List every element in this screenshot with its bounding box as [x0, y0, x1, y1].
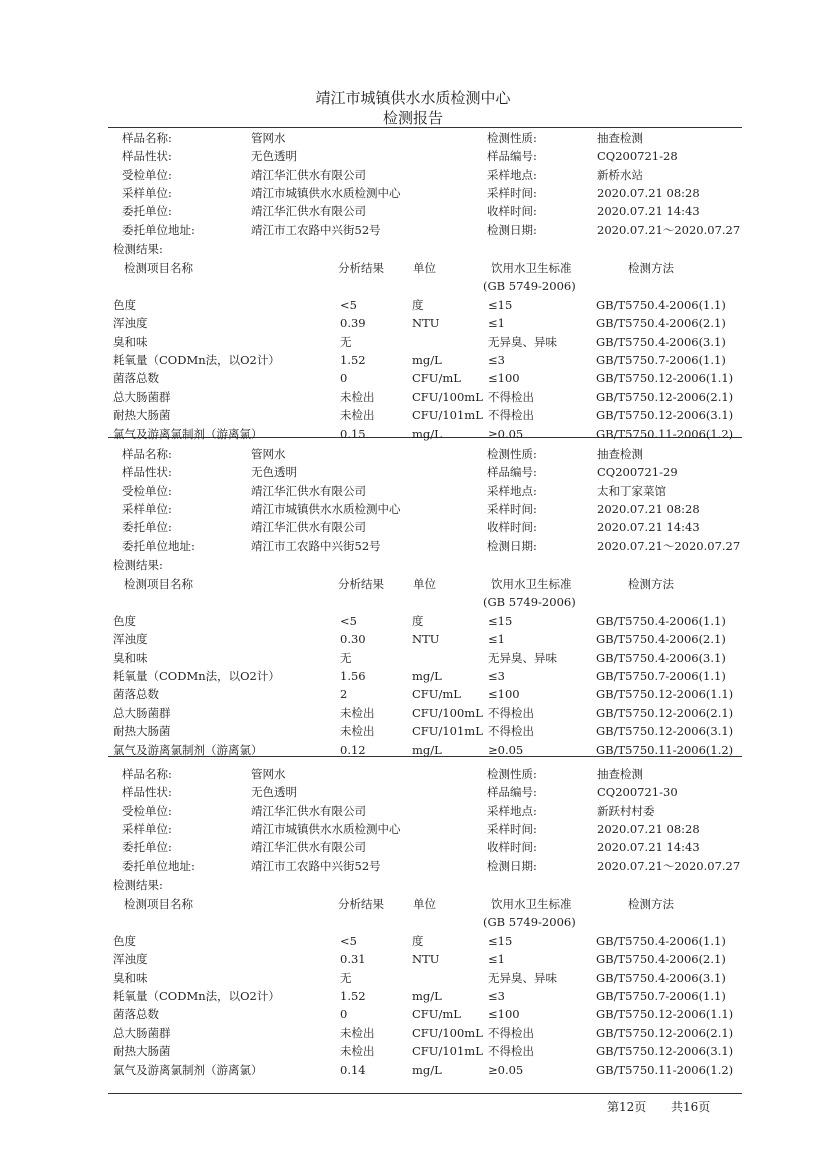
result-standard: ≤3 [488, 669, 505, 683]
result-unit: CFU/100mL [412, 705, 483, 720]
result-method: GB/T5750.7-2006(1.1) [596, 669, 726, 683]
table-row [0, 335, 826, 353]
value-sampling-site: 新跃村村委 [597, 803, 655, 818]
result-unit: CFU/100mL [412, 1025, 483, 1040]
col-header-result: 分析结果 [338, 576, 384, 591]
result-item: 总大肠菌群 [113, 705, 171, 720]
result-standard: 无异臭、异味 [488, 650, 557, 665]
result-method: GB/T5750.4-2006(2.1) [596, 632, 726, 647]
value-sampling-time: 2020.07.21 08:28 [597, 501, 700, 516]
table-row [0, 934, 826, 952]
result-method: GB/T5750.12-2006(2.1) [596, 1025, 734, 1040]
label-client-address: 委托单位地址: [122, 538, 195, 553]
value-sampling-time: 2020.07.21 08:28 [597, 821, 700, 836]
value-sample-name: 管网水 [251, 131, 286, 145]
result-standard: ≤1 [488, 316, 505, 331]
results-label: 检测结果: [113, 241, 163, 256]
result-standard: 不得检出 [488, 724, 534, 739]
value-client-address: 靖江市工农路中兴街52号 [251, 858, 381, 873]
value-inspected-unit: 靖江华汇供水有限公司 [251, 803, 366, 818]
result-method: GB/T5750.7-2006(1.1) [596, 353, 726, 367]
result-item: 菌落总数 [113, 1007, 159, 1022]
result-standard: 无异臭、异味 [488, 334, 557, 349]
result-unit: mg/L [412, 989, 442, 1003]
label-client-unit: 委托单位: [122, 204, 172, 219]
result-value: 未检出 [340, 724, 375, 739]
result-value: 无 [340, 334, 352, 349]
result-standard: ≥0.05 [488, 426, 524, 441]
result-method: GB/T5750.12-2006(1.1) [596, 1007, 734, 1022]
col-header-item: 检测项目名称 [124, 260, 193, 275]
col-header-standard-code: (GB 5749-2006) [483, 594, 576, 609]
result-standard: 不得检出 [488, 1025, 534, 1040]
result-standard: 不得检出 [488, 1044, 534, 1059]
result-item: 臭和味 [113, 650, 148, 665]
result-standard: ≤1 [488, 632, 505, 647]
label-test-nature: 检测性质: [487, 767, 537, 781]
result-value: 未检出 [340, 705, 375, 720]
result-value: 0.15 [340, 426, 366, 441]
result-method: GB/T5750.12-2006(1.1) [596, 687, 734, 702]
result-item: 氯气及游离氯制剂（游离氯） [113, 426, 263, 441]
label-test-date: 检测日期: [487, 222, 537, 237]
label-sample-name: 样品名称: [122, 767, 172, 781]
label-inspected-unit: 受检单位: [122, 803, 172, 818]
result-unit: NTU [412, 952, 440, 967]
result-standard: ≤1 [488, 952, 505, 967]
result-value: 无 [340, 650, 352, 665]
result-method: GB/T5750.12-2006(3.1) [596, 724, 734, 739]
result-method: GB/T5750.4-2006(1.1) [596, 613, 726, 628]
col-header-method: 检测方法 [628, 260, 674, 275]
result-unit: NTU [412, 316, 440, 331]
table-row [0, 669, 826, 687]
result-value: 1.56 [340, 669, 366, 683]
result-value: 0.30 [340, 632, 366, 647]
result-method: GB/T5750.11-2006(1.2) [596, 742, 734, 757]
table-row [0, 952, 826, 970]
col-header-unit: 单位 [413, 896, 436, 911]
value-sample-state: 无色透明 [251, 785, 297, 800]
label-sampling-time: 采样时间: [487, 185, 537, 200]
value-client-unit: 靖江华汇供水有限公司 [251, 840, 366, 855]
table-row [0, 390, 826, 408]
result-unit: 度 [412, 297, 424, 312]
result-item: 菌落总数 [113, 687, 159, 702]
value-sample-no: CQ200721-30 [597, 785, 678, 800]
label-sampling-time: 采样时间: [487, 821, 537, 836]
value-sampling-unit: 靖江市城镇供水水质检测中心 [251, 185, 401, 200]
result-method: GB/T5750.12-2006(3.1) [596, 1044, 734, 1059]
label-sample-state: 样品性状: [122, 149, 172, 164]
label-sample-state: 样品性状: [122, 785, 172, 800]
result-item: 色度 [113, 933, 136, 948]
value-sample-no: CQ200721-29 [597, 465, 678, 480]
label-sample-no: 样品编号: [487, 465, 537, 480]
result-item: 臭和味 [113, 970, 148, 985]
table-row [0, 298, 826, 316]
col-header-result: 分析结果 [338, 896, 384, 911]
page-total: 共16页 [671, 1100, 711, 1114]
report-title: 检测报告 [382, 109, 443, 127]
label-sampling-site: 采样地点: [487, 803, 537, 818]
result-item: 浑浊度 [113, 952, 148, 967]
label-sampling-site: 采样地点: [487, 483, 537, 498]
label-sample-no: 样品编号: [487, 785, 537, 800]
label-receive-time: 收样时间: [487, 840, 537, 855]
result-item: 臭和味 [113, 334, 148, 349]
result-value: 0 [340, 1007, 348, 1022]
label-sampling-time: 采样时间: [487, 501, 537, 516]
result-unit: CFU/mL [412, 371, 461, 386]
result-item: 色度 [113, 613, 136, 628]
result-value: 未检出 [340, 389, 375, 404]
col-header-method: 检测方法 [628, 576, 674, 591]
value-test-nature: 抽查检测 [597, 767, 643, 781]
value-test-date: 2020.07.21～2020.07.27 [597, 858, 741, 873]
result-value: <5 [340, 933, 357, 948]
label-sampling-site: 采样地点: [487, 167, 537, 182]
page-number: 第12页 [607, 1100, 647, 1114]
label-test-date: 检测日期: [487, 538, 537, 553]
result-method: GB/T5750.4-2006(1.1) [596, 933, 726, 948]
result-value: <5 [340, 297, 357, 312]
table-row [0, 651, 826, 669]
result-standard: ≤3 [488, 353, 505, 367]
value-sample-name: 管网水 [251, 767, 286, 781]
result-method: GB/T5750.12-2006(1.1) [596, 371, 734, 386]
result-value: <5 [340, 613, 357, 628]
result-standard: ≥0.05 [488, 1062, 524, 1077]
value-inspected-unit: 靖江华汇供水有限公司 [251, 167, 366, 182]
result-item: 耐热大肠菌 [113, 408, 171, 423]
result-item: 耗氧量（CODMn法，以O2计） [113, 353, 280, 367]
col-header-method: 检测方法 [628, 896, 674, 911]
result-method: GB/T5750.12-2006(3.1) [596, 408, 734, 423]
result-standard: ≥0.05 [488, 742, 524, 757]
result-value: 0.31 [340, 952, 366, 967]
table-row [0, 743, 826, 761]
label-receive-time: 收样时间: [487, 204, 537, 219]
col-header-result: 分析结果 [338, 260, 384, 275]
table-row [0, 1026, 826, 1044]
value-receive-time: 2020.07.21 14:43 [597, 520, 700, 535]
result-standard: ≤15 [488, 613, 513, 628]
result-item: 色度 [113, 297, 136, 312]
result-standard: 不得检出 [488, 705, 534, 720]
label-client-address: 委托单位地址: [122, 222, 195, 237]
result-standard: ≤15 [488, 297, 513, 312]
value-test-date: 2020.07.21～2020.07.27 [597, 538, 741, 553]
col-header-unit: 单位 [413, 260, 436, 275]
result-standard: 无异臭、异味 [488, 970, 557, 985]
result-item: 浑浊度 [113, 632, 148, 647]
result-value: 0 [340, 371, 348, 386]
result-unit: mg/L [412, 742, 442, 757]
result-unit: CFU/101mL [412, 408, 483, 423]
label-inspected-unit: 受检单位: [122, 167, 172, 182]
value-sampling-time: 2020.07.21 08:28 [597, 185, 700, 200]
table-row [0, 989, 826, 1007]
section-divider [108, 127, 742, 128]
value-test-date: 2020.07.21～2020.07.27 [597, 222, 741, 237]
value-client-unit: 靖江华汇供水有限公司 [251, 520, 366, 535]
result-unit: CFU/mL [412, 1007, 461, 1022]
footer-divider [108, 1093, 742, 1094]
result-item: 耗氧量（CODMn法，以O2计） [113, 989, 280, 1003]
col-header-item: 检测项目名称 [124, 896, 193, 911]
value-sampling-site: 新桥水站 [597, 167, 643, 182]
table-row [0, 687, 826, 705]
result-value: 2 [340, 687, 348, 702]
result-value: 无 [340, 970, 352, 985]
value-sample-state: 无色透明 [251, 149, 297, 164]
label-client-address: 委托单位地址: [122, 858, 195, 873]
result-value: 1.52 [340, 353, 366, 367]
table-row [0, 427, 826, 445]
result-unit: mg/L [412, 353, 442, 367]
value-sampling-unit: 靖江市城镇供水水质检测中心 [251, 501, 401, 516]
results-label: 检测结果: [113, 557, 163, 572]
label-test-nature: 检测性质: [487, 131, 537, 145]
label-sample-no: 样品编号: [487, 149, 537, 164]
table-row [0, 371, 826, 389]
table-row [0, 408, 826, 426]
result-unit: CFU/101mL [412, 724, 483, 739]
table-row [0, 706, 826, 724]
label-client-unit: 委托单位: [122, 520, 172, 535]
result-unit: 度 [412, 613, 424, 628]
col-header-standard-code: (GB 5749-2006) [483, 914, 576, 929]
result-method: GB/T5750.4-2006(2.1) [596, 316, 726, 331]
result-unit: mg/L [412, 669, 442, 683]
result-method: GB/T5750.4-2006(1.1) [596, 297, 726, 312]
result-standard: ≤100 [488, 687, 520, 702]
table-row [0, 724, 826, 742]
result-unit: 度 [412, 933, 424, 948]
result-item: 浑浊度 [113, 316, 148, 331]
result-method: GB/T5750.4-2006(2.1) [596, 952, 726, 967]
result-standard: 不得检出 [488, 408, 534, 423]
result-unit: CFU/101mL [412, 1044, 483, 1059]
results-label: 检测结果: [113, 877, 163, 892]
result-standard: 不得检出 [488, 389, 534, 404]
label-sample-name: 样品名称: [122, 131, 172, 145]
value-client-address: 靖江市工农路中兴街52号 [251, 538, 381, 553]
label-sample-name: 样品名称: [122, 447, 172, 461]
table-row [0, 971, 826, 989]
result-item: 菌落总数 [113, 371, 159, 386]
result-value: 0.39 [340, 316, 366, 331]
table-row [0, 316, 826, 334]
result-item: 氯气及游离氯制剂（游离氯） [113, 1062, 263, 1077]
result-method: GB/T5750.12-2006(2.1) [596, 705, 734, 720]
report-org-title: 靖江市城镇供水水质检测中心 [315, 89, 511, 107]
result-unit: CFU/mL [412, 687, 461, 702]
col-header-item: 检测项目名称 [124, 576, 193, 591]
result-value: 未检出 [340, 1025, 375, 1040]
result-value: 1.52 [340, 989, 366, 1003]
result-method: GB/T5750.4-2006(3.1) [596, 650, 726, 665]
result-item: 耐热大肠菌 [113, 1044, 171, 1059]
value-inspected-unit: 靖江华汇供水有限公司 [251, 483, 366, 498]
label-receive-time: 收样时间: [487, 520, 537, 535]
label-test-nature: 检测性质: [487, 447, 537, 461]
result-standard: ≤100 [488, 371, 520, 386]
value-sample-name: 管网水 [251, 447, 286, 461]
value-sampling-unit: 靖江市城镇供水水质检测中心 [251, 821, 401, 836]
result-method: GB/T5750.7-2006(1.1) [596, 989, 726, 1003]
result-value: 未检出 [340, 1044, 375, 1059]
result-item: 耗氧量（CODMn法，以O2计） [113, 669, 280, 683]
table-row [0, 353, 826, 371]
value-client-unit: 靖江华汇供水有限公司 [251, 204, 366, 219]
label-sampling-unit: 采样单位: [122, 821, 172, 836]
label-sampling-unit: 采样单位: [122, 501, 172, 516]
result-method: GB/T5750.11-2006(1.2) [596, 426, 734, 441]
label-sample-state: 样品性状: [122, 465, 172, 480]
value-client-address: 靖江市工农路中兴街52号 [251, 222, 381, 237]
table-row [0, 632, 826, 650]
result-value: 0.12 [340, 742, 366, 757]
table-row [0, 1007, 826, 1025]
result-method: GB/T5750.4-2006(3.1) [596, 334, 726, 349]
result-unit: NTU [412, 632, 440, 647]
col-header-standard-code: (GB 5749-2006) [483, 278, 576, 293]
label-test-date: 检测日期: [487, 858, 537, 873]
result-unit: mg/L [412, 1062, 442, 1077]
value-test-nature: 抽查检测 [597, 131, 643, 145]
label-client-unit: 委托单位: [122, 840, 172, 855]
result-unit: CFU/100mL [412, 389, 483, 404]
col-header-unit: 单位 [413, 576, 436, 591]
result-unit: mg/L [412, 426, 442, 441]
label-inspected-unit: 受检单位: [122, 483, 172, 498]
value-receive-time: 2020.07.21 14:43 [597, 204, 700, 219]
result-standard: ≤3 [488, 989, 505, 1003]
result-item: 氯气及游离氯制剂（游离氯） [113, 742, 263, 757]
value-test-nature: 抽查检测 [597, 447, 643, 461]
result-value: 0.14 [340, 1062, 366, 1077]
result-value: 未检出 [340, 408, 375, 423]
result-standard: ≤100 [488, 1007, 520, 1022]
result-item: 总大肠菌群 [113, 389, 171, 404]
result-method: GB/T5750.4-2006(3.1) [596, 970, 726, 985]
result-standard: ≤15 [488, 933, 513, 948]
result-item: 总大肠菌群 [113, 1025, 171, 1040]
result-method: GB/T5750.12-2006(2.1) [596, 389, 734, 404]
col-header-standard: 饮用水卫生标准 [491, 260, 572, 275]
table-row [0, 614, 826, 632]
value-sample-state: 无色透明 [251, 465, 297, 480]
label-sampling-unit: 采样单位: [122, 185, 172, 200]
value-sample-no: CQ200721-28 [597, 149, 678, 164]
value-receive-time: 2020.07.21 14:43 [597, 840, 700, 855]
result-method: GB/T5750.11-2006(1.2) [596, 1062, 734, 1077]
table-row [0, 1044, 826, 1062]
col-header-standard: 饮用水卫生标准 [491, 896, 572, 911]
result-item: 耐热大肠菌 [113, 724, 171, 739]
col-header-standard: 饮用水卫生标准 [491, 576, 572, 591]
table-row [0, 1063, 826, 1081]
value-sampling-site: 太和丁家菜馆 [597, 483, 666, 498]
